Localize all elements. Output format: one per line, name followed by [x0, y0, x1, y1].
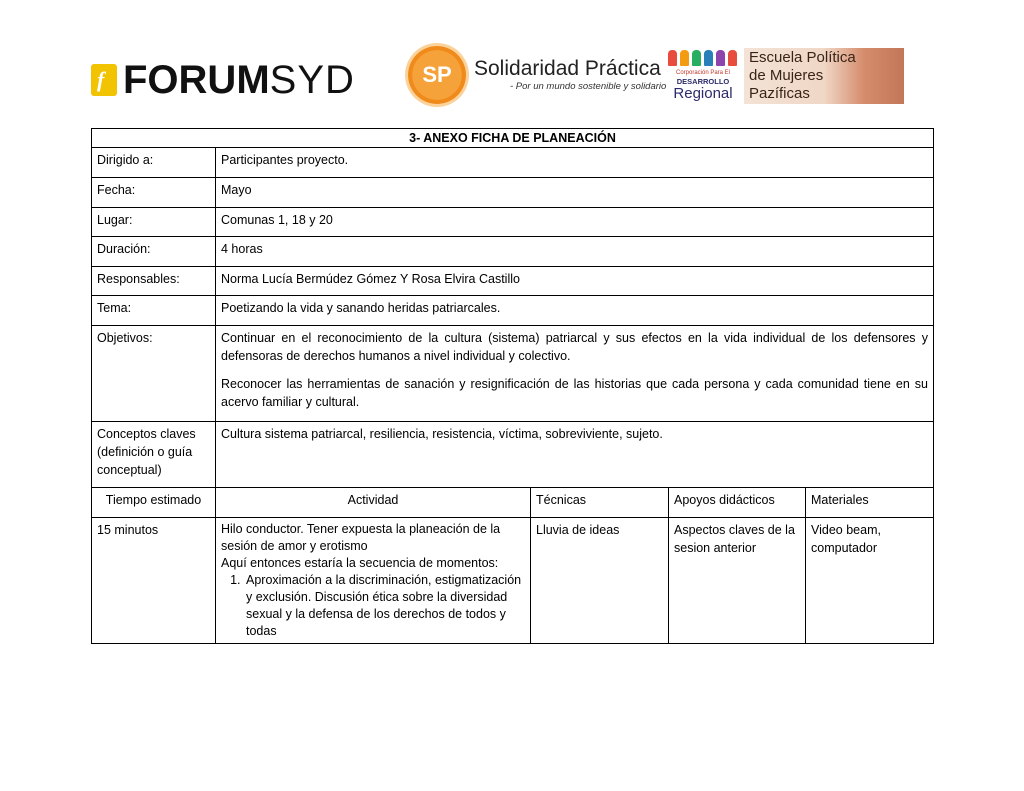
- forumsyd-logo: [91, 60, 355, 100]
- label-conceptos: [92, 422, 216, 488]
- forumsyd-mark-letter: f: [97, 67, 105, 92]
- activity-tiempo: 15 minutos: [92, 518, 216, 644]
- row-objetivos: [92, 326, 934, 422]
- row-tema: [92, 296, 934, 326]
- people-icon: [668, 46, 740, 66]
- conceptos-label-line3: conceptual): [97, 463, 162, 477]
- col-header-tecnicas: Técnicas: [531, 488, 669, 518]
- value-objetivos: [216, 326, 934, 422]
- value-conceptos: Cultura sistema patriarcal, resiliencia, resistencia, víctima, sobreviviente, sujeto.: [216, 422, 934, 488]
- row-conceptos: [92, 422, 934, 488]
- value-fecha: Mayo: [216, 178, 934, 208]
- activity-actividad: [216, 518, 531, 644]
- value-responsables: Norma Lucía Bermúdez Gómez Y Rosa Elvira Castillo: [216, 267, 934, 296]
- sp-text-block: [474, 57, 666, 93]
- value-dirigido: Participantes proyecto.: [216, 148, 934, 178]
- activity-apoyos: Aspectos claves de la sesion anterior: [669, 518, 806, 644]
- col-header-apoyos: Apoyos didácticos: [669, 488, 806, 518]
- value-lugar: Comunas 1, 18 y 20: [216, 208, 934, 237]
- forumsyd-mark-icon: [91, 64, 117, 96]
- title-row: [92, 129, 934, 148]
- actividad-sub: Aquí entonces estaría la secuencia de momentos:: [221, 556, 499, 570]
- activity-materiales: Video beam, computador: [806, 518, 934, 644]
- cdr-region-text: Regional: [673, 85, 733, 102]
- solidaridad-practica-logo: [408, 44, 666, 106]
- escuela-line1: Escuela Política: [749, 49, 856, 66]
- escuela-politica-logo: [744, 48, 904, 104]
- label-dirigido: Dirigido a:: [92, 148, 216, 178]
- cdr-small-text: Corporación Para El: [675, 70, 731, 76]
- col-header-materiales: Materiales: [806, 488, 934, 518]
- corporacion-desarrollo-regional-logo: [666, 46, 740, 108]
- label-responsables: Responsables:: [92, 267, 216, 296]
- row-responsables: [92, 267, 934, 296]
- cdr-big-text: DESARROLLO: [676, 77, 730, 86]
- actividad-intro: Hilo conductor. Tener expuesta la planeación de la sesión de amor y erotismo: [221, 522, 501, 553]
- forumsyd-bold-text: FORUM: [123, 58, 270, 102]
- conceptos-label-line2: (definición o guía: [97, 445, 193, 459]
- actividad-list: [221, 572, 525, 640]
- escuela-line2: de Mujeres: [749, 67, 824, 84]
- activity-tecnicas: Lluvia de ideas: [531, 518, 669, 644]
- actividad-item-1: 1. Aproximación a la discriminación, estigmatización y exclusión. Discusión ética sobre la diversidad sexual y la defensa de los derechos de todos y todas: [244, 572, 525, 640]
- label-lugar: Lugar:: [92, 208, 216, 237]
- label-fecha: Fecha:: [92, 178, 216, 208]
- planning-table: [91, 128, 934, 644]
- conceptos-label-line1: Conceptos claves: [97, 427, 196, 441]
- row-fecha: [92, 178, 934, 208]
- label-objetivos: Objetivos:: [92, 326, 216, 422]
- row-dirigido: [92, 148, 934, 178]
- sp-badge-text: SP: [422, 62, 452, 87]
- label-duracion: Duración:: [92, 237, 216, 267]
- activity-header-row: [92, 488, 934, 518]
- sp-slogan: - Por un mundo sostenible y solidario: [510, 81, 667, 92]
- col-header-actividad: Actividad: [216, 488, 531, 518]
- logo-header: [0, 0, 1024, 120]
- value-tema: Poetizando la vida y sanando heridas patriarcales.: [216, 296, 934, 326]
- forumsyd-light-text: SYD: [269, 58, 355, 102]
- sp-sun-icon: [408, 46, 466, 104]
- row-lugar: [92, 208, 934, 237]
- row-duracion: [92, 237, 934, 267]
- escuela-line3: Pazíficas: [749, 85, 810, 102]
- escuela-text: [749, 49, 856, 103]
- form-title: 3- ANEXO FICHA DE PLANEACIÓN: [92, 129, 934, 148]
- activity-row: [92, 518, 934, 644]
- objetivo-2: Reconocer las herramientas de sanación y resignificación de las historias que cada persona y cada comunidad tiene en su acervo familiar y cultural.: [221, 377, 928, 409]
- sp-name: Solidaridad Práctica: [474, 57, 661, 80]
- label-tema: Tema:: [92, 296, 216, 326]
- objetivo-1: Continuar en el reconocimiento de la cultura (sistema) patriarcal y sus efectos en la vida individual de los defensores y defensoras de derechos humanos a nivel individual y colectivo.: [221, 331, 928, 363]
- value-duracion: 4 horas: [216, 237, 934, 267]
- col-header-tiempo: Tiempo estimado: [92, 488, 216, 518]
